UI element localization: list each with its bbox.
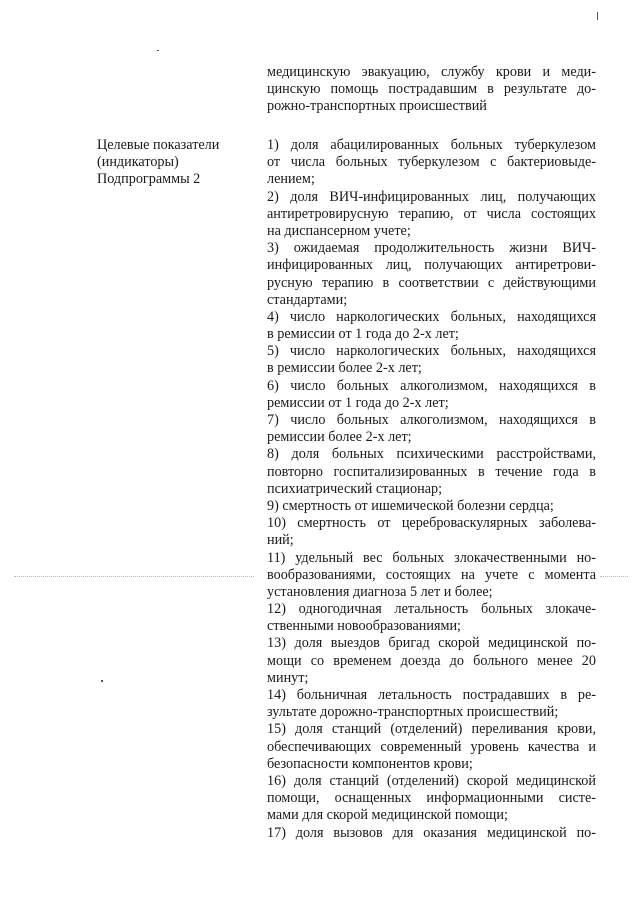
indicator-line: психиатрический стационар;	[267, 480, 443, 497]
scan-mark	[157, 50, 159, 51]
text-line: рожно-транспортных происшествий	[267, 98, 487, 115]
indicator-item	[267, 378, 596, 412]
scan-dots	[600, 576, 628, 578]
indicator-line: 12) одногодичная летальность больных злокаче-	[267, 601, 596, 618]
indicator-line: 3) ожидаемая продолжительность жизни ВИЧ-	[267, 240, 596, 257]
indicator-item	[267, 412, 596, 446]
indicator-line: 16) доля станций (отделений) скорой медицинской	[267, 772, 596, 789]
indicator-line: 11) удельный вес больных злокачественными но-	[267, 549, 596, 566]
indicator-line: 13) доля выездов бригад скорой медицинской по-	[267, 635, 596, 652]
indicator-item	[267, 515, 596, 549]
indicator-line: 14) больничная летальность пострадавших в ре-	[267, 687, 596, 703]
indicator-line: антиретровирусную терапию, от числа состоящих	[267, 205, 596, 222]
indicator-item	[267, 137, 596, 189]
indicator-line: от числа больных туберкулезом с бактериовыде-	[267, 154, 596, 171]
indicator-line: в ремиссии от 1 года до 2-х лет;	[267, 326, 459, 343]
indicator-line: минут;	[267, 669, 309, 686]
indicator-item	[267, 687, 596, 721]
indicator-line: 10) смертность от цереброваскулярных заболева-	[267, 515, 596, 532]
indicator-item	[267, 498, 596, 515]
continuation-text	[267, 64, 596, 116]
indicator-item	[267, 773, 596, 825]
indicator-line: повторно госпитализированных в течение года в	[267, 463, 596, 480]
indicator-item	[267, 240, 596, 309]
indicator-item	[267, 635, 596, 687]
label-line: Подпрограммы 2	[97, 171, 201, 188]
indicator-item	[267, 550, 596, 602]
scan-mark	[597, 12, 598, 20]
section-label	[97, 137, 257, 189]
indicator-line: 6) число больных алкоголизмом, находящихся в	[267, 377, 596, 394]
indicator-item	[267, 601, 596, 635]
indicator-line: обеспечивающих современный уровень качества и	[267, 738, 596, 755]
indicator-line: мощи со временем доезда до больного менее 20	[267, 652, 596, 669]
indicator-item	[267, 343, 596, 377]
indicator-line: инфицированных лиц, получающих антиретрови-	[267, 257, 596, 274]
indicator-line: 8) доля больных психическими расстройствами,	[267, 446, 596, 463]
indicator-line: лением;	[267, 171, 315, 188]
indicator-item	[267, 189, 596, 241]
indicator-item	[267, 309, 596, 343]
label-line: (индикаторы)	[97, 154, 179, 171]
scan-mark	[101, 680, 103, 682]
indicator-line: 4) число наркологических больных, находящихся	[267, 308, 596, 325]
text-line: цинскую помощь пострадавшим в результате до-	[267, 81, 596, 98]
indicator-line: ний;	[267, 532, 294, 549]
indicator-item	[267, 825, 596, 842]
indicator-line: 7) число больных алкоголизмом, находящихся в	[267, 412, 596, 428]
indicator-line: 5) число наркологических больных, находящихся	[267, 343, 596, 360]
indicator-line: установления диагноза 5 лет и более;	[267, 583, 493, 600]
indicator-item	[267, 721, 596, 773]
indicator-line: 9) смертность от ишемической болезни сердца;	[267, 497, 554, 514]
indicator-line: безопасности компонентов крови;	[267, 755, 473, 772]
indicator-line: русную терапию в соответствии с действующими	[267, 274, 596, 291]
indicator-line: 2) доля ВИЧ-инфицированных лиц, получающих	[267, 188, 596, 205]
indicator-line: зультате дорожно-транспортных происшествий;	[267, 704, 559, 721]
indicator-item	[267, 446, 596, 498]
indicator-line: ственными новообразованиями;	[267, 618, 461, 635]
scan-dots	[14, 576, 254, 578]
indicator-line: 17) доля вызовов для оказания медицинской по-	[267, 824, 596, 841]
indicator-line: ремиссии более 2-х лет;	[267, 429, 412, 446]
label-line: Целевые показатели	[97, 137, 220, 153]
text-line: медицинскую эвакуацию, службу крови и меди-	[267, 64, 596, 80]
indicator-line: помощи, оснащенных информационными систе-	[267, 790, 596, 807]
indicator-line: мами для скорой медицинской помощи;	[267, 807, 508, 824]
indicator-line: в ремиссии более 2-х лет;	[267, 360, 422, 377]
indicator-line: 1) доля абацилированных больных туберкулезом	[267, 137, 596, 153]
indicator-line: ремиссии от 1 года до 2-х лет;	[267, 394, 449, 411]
indicator-line: 15) доля станций (отделений) переливания крови,	[267, 721, 596, 738]
indicator-line: на диспансерном учете;	[267, 222, 411, 239]
indicator-list	[267, 137, 596, 842]
indicator-line: стандартами;	[267, 291, 348, 308]
indicator-line: вообразованиями, состоящих на учете с момента	[267, 566, 596, 583]
